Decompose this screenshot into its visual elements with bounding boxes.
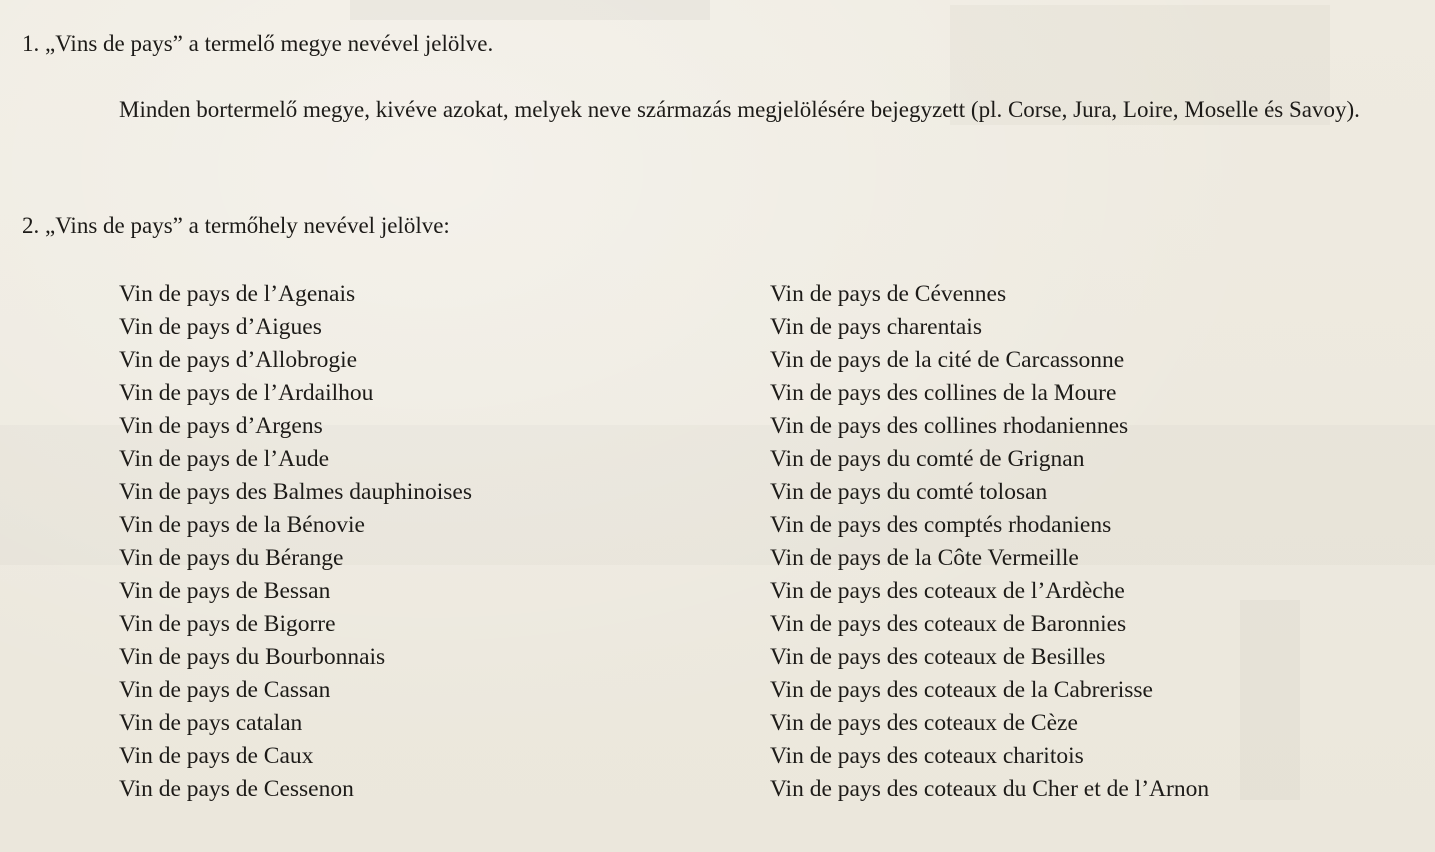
list-item: Vin de pays catalan xyxy=(119,710,303,736)
list-item: Vin de pays des collines de la Moure xyxy=(770,380,1117,406)
list-item: Vin de pays des coteaux de Cèze xyxy=(770,710,1078,736)
list-item: Vin de pays de l’Aude xyxy=(119,446,330,472)
list-item: Vin de pays des coteaux de la Cabrerisse xyxy=(770,677,1153,703)
list-item: Vin de pays charentais xyxy=(770,314,982,340)
list-item: Vin de pays d’Argens xyxy=(119,413,323,439)
list-item: Vin de pays de Caux xyxy=(119,743,314,769)
list-item: Vin de pays de Cessenon xyxy=(119,776,354,802)
list-item: Vin de pays de l’Agenais xyxy=(119,281,356,307)
list-item: Vin de pays des coteaux de Baronnies xyxy=(770,611,1127,637)
list-item: Vin de pays de Cassan xyxy=(119,677,331,703)
section-1-heading: 1. „Vins de pays” a termelő megye nevével jelölve. xyxy=(22,31,494,56)
list-item: Vin de pays du comté tolosan xyxy=(770,479,1048,505)
list-item: Vin de pays du Bérange xyxy=(119,545,344,571)
list-item: Vin de pays des comptés rhodaniens xyxy=(770,512,1112,538)
list-item: Vin de pays des Balmes dauphinoises xyxy=(119,479,472,505)
section-1-paragraph: Minden bortermelő megye, kivéve azokat, melyek neve származás megjelölésére bejegyzett (pl. Corse, Jura, Loire, Moselle és Savoy). xyxy=(119,97,1360,122)
list-item: Vin de pays du Bourbonnais xyxy=(119,644,386,670)
left-wine-list xyxy=(119,278,472,806)
list-item: Vin de pays de Cévennes xyxy=(770,281,1007,307)
section-2-heading: 2. „Vins de pays” a termőhely nevével jelölve: xyxy=(22,213,450,238)
list-item: Vin de pays de la Bénovie xyxy=(119,512,365,538)
list-item: Vin de pays de Bessan xyxy=(119,578,331,604)
list-item: Vin de pays du comté de Grignan xyxy=(770,446,1085,472)
list-item: Vin de pays d’Aigues xyxy=(119,314,322,340)
list-item: Vin de pays d’Allobrogie xyxy=(119,347,358,373)
list-item: Vin de pays des coteaux de l’Ardèche xyxy=(770,578,1125,604)
list-item: Vin de pays de la cité de Carcassonne xyxy=(770,347,1125,373)
bleed-through-shadow xyxy=(350,0,710,20)
list-item: Vin de pays des coteaux charitois xyxy=(770,743,1084,769)
bleed-through-shadow xyxy=(1240,600,1300,800)
list-item: Vin de pays des coteaux du Cher et de l’Arnon xyxy=(770,776,1210,802)
list-item: Vin de pays des coteaux de Besilles xyxy=(770,644,1106,670)
list-item: Vin de pays de la Côte Vermeille xyxy=(770,545,1079,571)
list-item: Vin de pays de l’Ardailhou xyxy=(119,380,374,406)
list-item: Vin de pays des collines rhodaniennes xyxy=(770,413,1129,439)
list-item: Vin de pays de Bigorre xyxy=(119,611,336,637)
right-wine-list xyxy=(770,278,1209,806)
